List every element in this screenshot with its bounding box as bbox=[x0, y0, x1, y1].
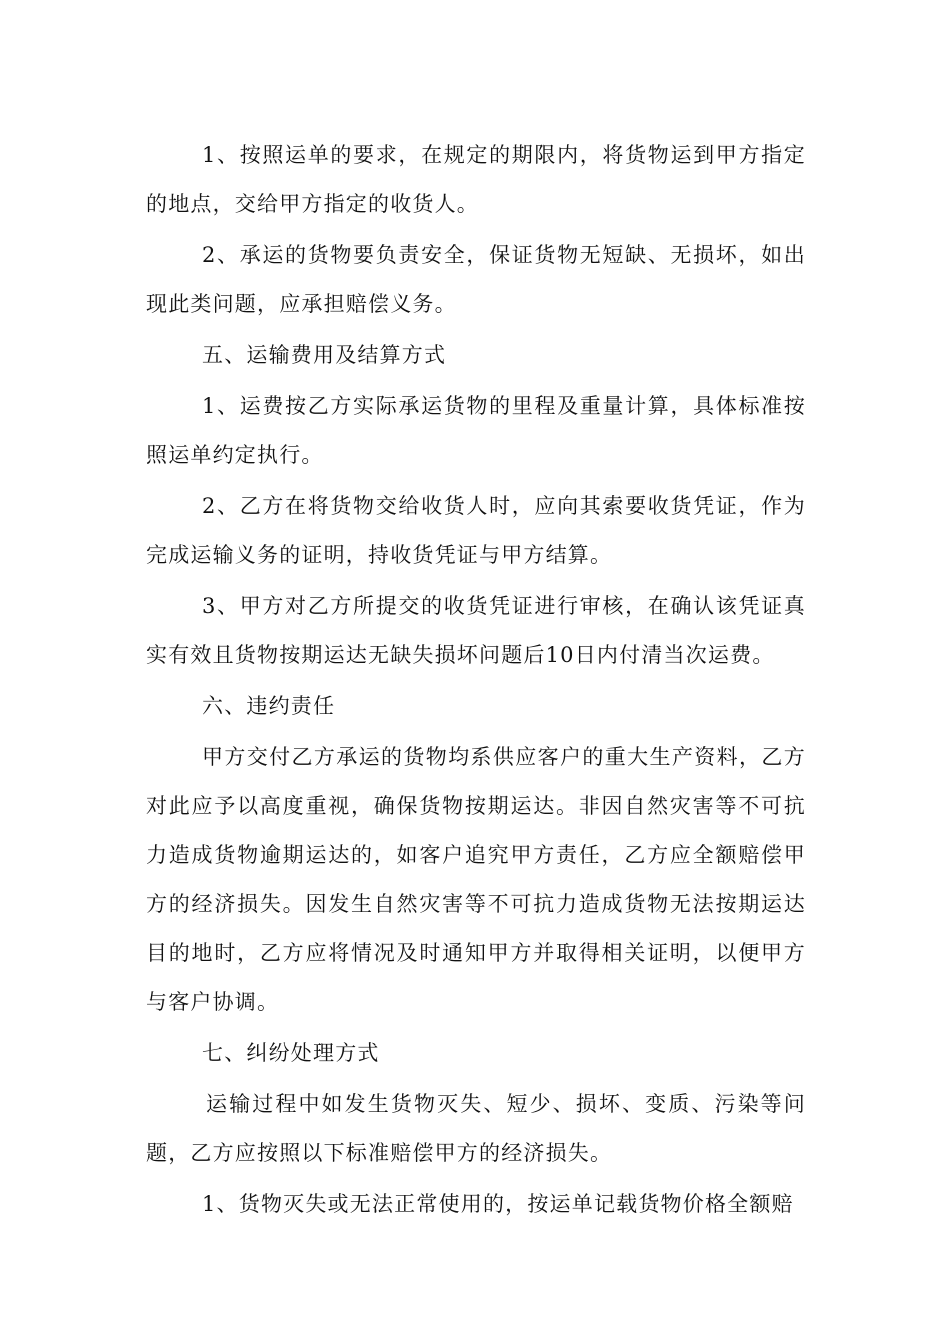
clause-paragraph: 2、乙方在将货物交给收货人时，应向其索要收货凭证，作为完成运输义务的证明，持收货凭证与甲方结算。 bbox=[146, 494, 806, 567]
section-heading: 七、纠纷处理方式 bbox=[202, 1041, 380, 1065]
clause-paragraph: 1、货物灭失或无法正常使用的，按运单记载货物价格全额赔 bbox=[202, 1192, 794, 1216]
document-body bbox=[146, 131, 806, 1231]
section-heading: 六、违约责任 bbox=[202, 694, 336, 718]
clause-paragraph: 甲方交付乙方承运的货物均系供应客户的重大生产资料，乙方对此应予以高度重视，确保货物按期运达。非因自然灾害等不可抗力造成货物逾期运达的，如客户追究甲方责任，乙方应全额赔偿甲方的经济损失。因发生自然灾害等不可抗力造成货物无法按期运达目的地时，乙方应将情况及时通知甲方并取得相关证明，以便甲方与客户协调。 bbox=[146, 745, 806, 1014]
clause-paragraph: 1、运费按乙方实际承运货物的里程及重量计算，具体标准按照运单约定执行。 bbox=[146, 394, 806, 467]
section-heading: 五、运输费用及结算方式 bbox=[202, 343, 447, 367]
clause-paragraph: 2、承运的货物要负责安全，保证货物无短缺、无损坏，如出现此类问题，应承担赔偿义务。 bbox=[146, 243, 806, 316]
clause-paragraph: 运输过程中如发生货物灭失、短少、损坏、变质、污染等问题，乙方应按照以下标准赔偿甲方的经济损失。 bbox=[146, 1092, 806, 1165]
clause-paragraph: 1、按照运单的要求，在规定的期限内，将货物运到甲方指定的地点，交给甲方指定的收货人。 bbox=[146, 143, 806, 216]
clause-paragraph: 3、甲方对乙方所提交的收货凭证进行审核，在确认该凭证真实有效且货物按期运达无缺失损坏问题后10日内付清当次运费。 bbox=[146, 594, 806, 667]
